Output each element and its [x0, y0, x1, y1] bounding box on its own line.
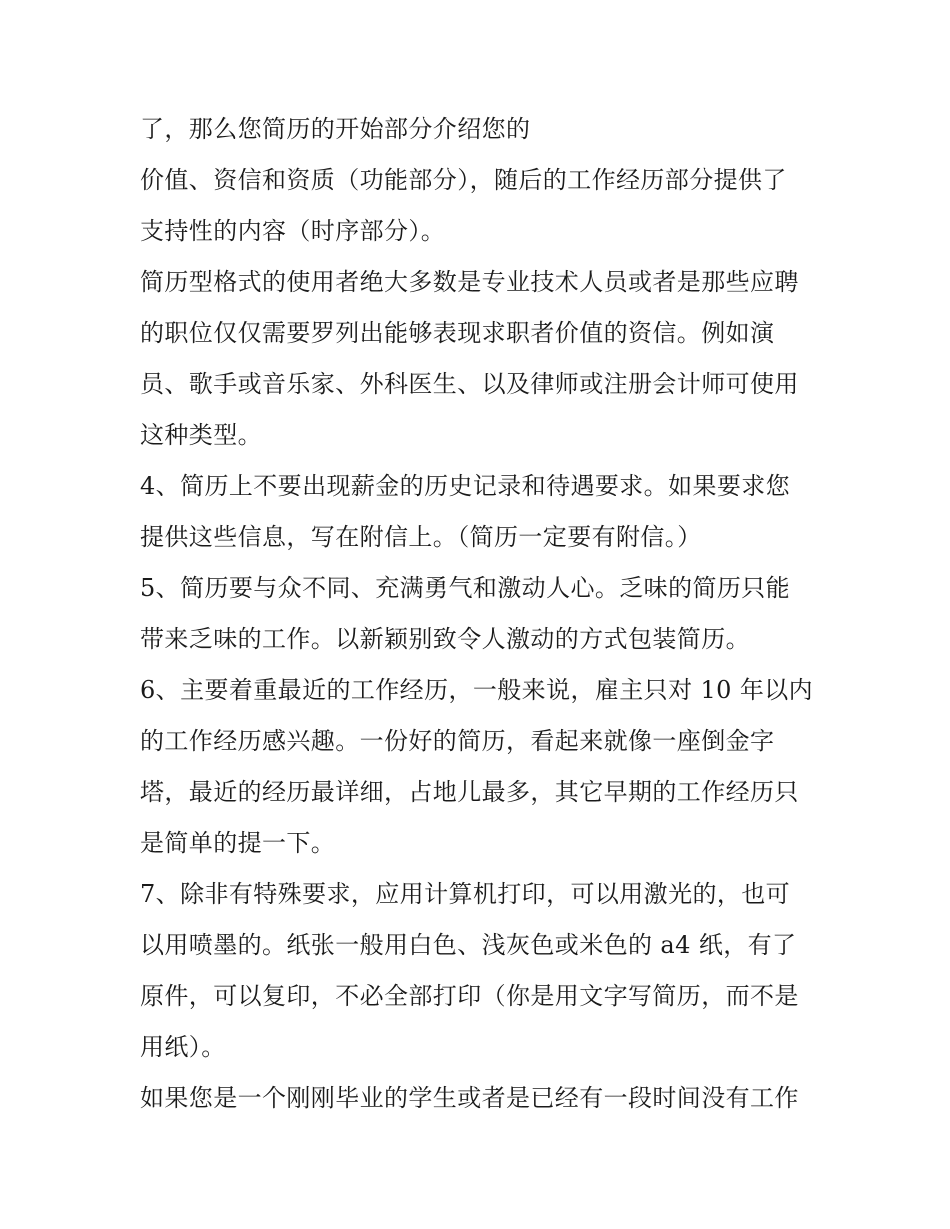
text-line: 是简单的提一下。 — [140, 829, 336, 857]
text-line: 6、主要着重最近的工作经历，一般来说，雇主只对 10 年以内 — [140, 676, 814, 704]
text-line: 简历型格式的使用者绝大多数是专业技术人员或者是那些应聘 — [140, 268, 799, 296]
text-line: 提供这些信息，写在附信上。（简历一定要有附信。） — [140, 523, 702, 551]
text-line: 原件，可以复印，不必全部打印（你是用文字写简历，而不是 — [140, 982, 799, 1010]
text-line: 以用喷墨的。纸张一般用白色、浅灰色或米色的 a4 纸，有了 — [140, 931, 797, 959]
text-line: 了，那么您简历的开始部分介绍您的 — [140, 115, 531, 143]
text-line: 的职位仅仅需要罗列出能够表现求职者价值的资信。例如演 — [140, 319, 775, 347]
text-line: 这种类型。 — [140, 421, 262, 449]
text-line: 员、歌手或音乐家、外科医生、以及律师或注册会计师可使用 — [140, 370, 799, 398]
text-line: 4、简历上不要出现薪金的历史记录和待遇要求。如果要求您 — [140, 472, 791, 500]
text-line: 5、简历要与众不同、充满勇气和激动人心。乏味的简历只能 — [140, 574, 791, 602]
text-line: 支持性的内容（时序部分）。 — [140, 217, 446, 245]
document-body — [140, 104, 830, 1124]
text-line: 带来乏味的工作。以新颖别致令人激动的方式包装简历。 — [140, 625, 750, 653]
text-line: 如果您是一个刚刚毕业的学生或者是已经有一段时间没有工作 — [140, 1084, 799, 1112]
text-line: 用纸）。 — [140, 1033, 226, 1061]
text-line: 价值、资信和资质（功能部分），随后的工作经历部分提供了 — [140, 166, 787, 194]
text-line: 7、除非有特殊要求，应用计算机打印，可以用激光的，也可 — [140, 880, 791, 908]
text-line: 的工作经历感兴趣。一份好的简历，看起来就像一座倒金字 — [140, 727, 775, 755]
text-line: 塔，最近的经历最详细，占地儿最多，其它早期的工作经历只 — [140, 778, 799, 806]
